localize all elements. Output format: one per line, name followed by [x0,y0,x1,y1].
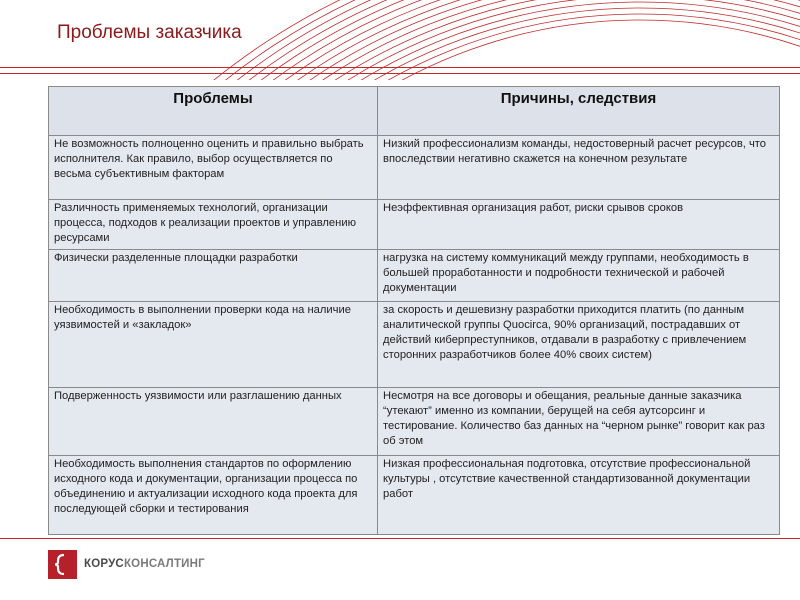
cause-cell: Низкий профессионализм команды, недостоверный расчет ресурсов, что впоследствии негативно скажется на конечном результате [378,136,780,200]
problem-cell: Различность применяемых технологий, организации процесса, подходов к реализации проектов и управлению ресурсами [49,200,378,250]
problems-table [48,86,780,535]
cause-cell: за скорость и дешевизну разработки приходится платить (по данным аналитической группы Quocirca, 90% организаций, пострадавших от действий киберпреступников, отдавали в разработку с привлечением сторонних разработчиков более 40% своих систем) [378,301,780,387]
logo-text [84,558,205,570]
table-row [49,301,780,387]
cause-cell: Несмотря на все договоры и обещания, реальные данные заказчика “утекают” именно из компании, берущей на себя аутсорсинг и тестирование. Количество баз данных на “черном рынке” говорит как раз об этом [378,387,780,455]
cause-cell: нагрузка на систему коммуникаций между группами, необходимость в большей проработанности и подробности технической и рабочей документации [378,249,780,301]
table-header-row [49,87,780,136]
table-row [49,249,780,301]
header-divider-line [0,67,800,68]
cause-cell: Неэффективная организация работ, риски срывов сроков [378,200,780,250]
column-header-causes: Причины, следствия [378,87,780,136]
table-row [49,387,780,455]
problem-cell: Необходимость выполнения стандартов по оформлению исходного кода и документации, организации процесса по объединению и актуализации исходного кода проекта для последующей сборки и тестирования [49,455,378,534]
footer-divider-line [0,538,800,539]
page-title: Проблемы заказчика [57,22,242,43]
problem-cell: Подверженность уязвимости или разглашению данных [49,387,378,455]
cause-cell: Низкая профессиональная подготовка, отсутствие профессиональной культуры , отсутствие качественной стандартизованной документации работ [378,455,780,534]
logo-text-korus: КОРУС [84,558,124,570]
table-row [49,136,780,200]
problem-cell: Не возможность полноценно оценить и правильно выбрать исполнителя. Как правило, выбор осуществляется по весьма субъективным факторам [49,136,378,200]
problem-cell: Физически разделенные площадки разработки [49,249,378,301]
decorative-arc [116,8,800,80]
logo-text-consulting: КОНСАЛТИНГ [123,558,205,570]
table-row [49,455,780,534]
column-header-problems: Проблемы [49,87,378,136]
logo-mark-icon [48,550,77,579]
header-divider-line-2 [0,73,800,74]
table-row [49,200,780,250]
problem-cell: Необходимость в выполнении проверки кода на наличие уязвимостей и «закладок» [49,301,378,387]
